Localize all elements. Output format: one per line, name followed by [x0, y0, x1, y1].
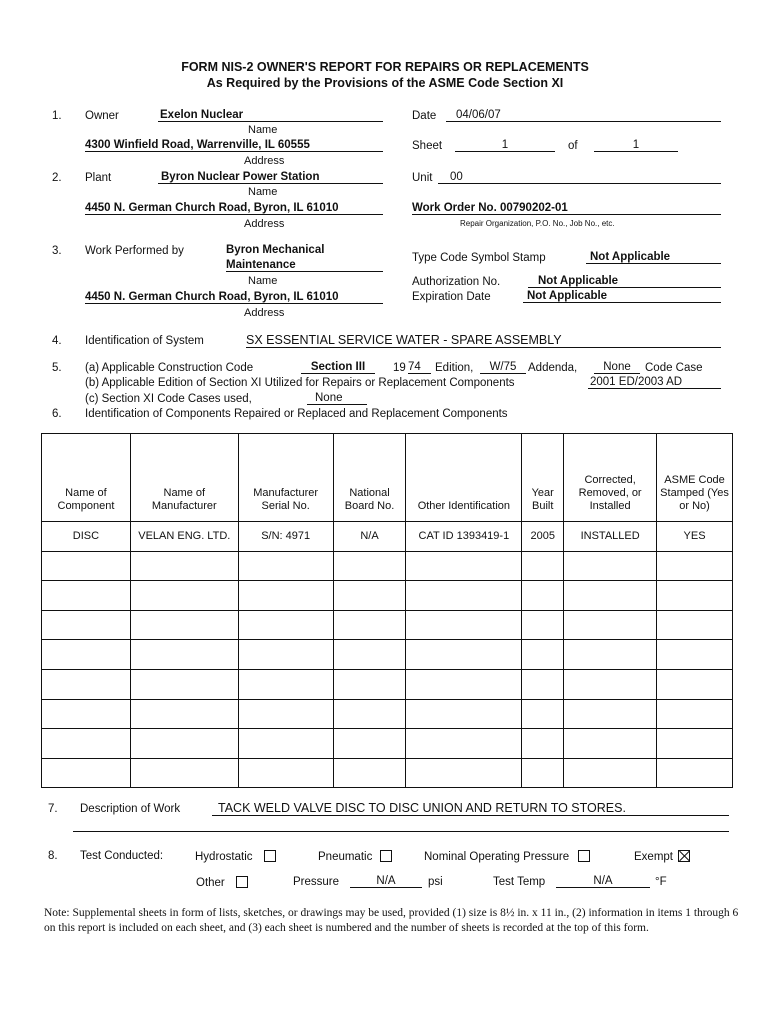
header-component-name: Name of Component — [42, 434, 131, 522]
header-national-board-no: National Board No. — [333, 434, 406, 522]
nominal-pressure-checkbox[interactable] — [578, 850, 590, 862]
code-cases-field[interactable]: None — [307, 392, 367, 405]
cell-asme-stamped[interactable] — [657, 581, 733, 611]
cell-year-built[interactable] — [522, 551, 564, 581]
cell-component-name[interactable] — [42, 669, 131, 699]
cell-other-identification[interactable] — [406, 669, 522, 699]
cell-asme-stamped[interactable] — [657, 610, 733, 640]
components-table — [41, 433, 733, 788]
nominal-pressure-option[interactable] — [424, 850, 590, 863]
addenda-field[interactable]: W/75 — [480, 361, 526, 374]
cell-national-board-no[interactable] — [333, 640, 406, 670]
item-number: 8. — [48, 850, 58, 862]
code-cases-label: (c) Section XI Code Cases used, — [85, 393, 252, 405]
cell-serial-no[interactable]: S/N: 4971 — [238, 522, 333, 552]
cell-other-identification[interactable] — [406, 551, 522, 581]
cell-asme-stamped[interactable] — [657, 640, 733, 670]
note-label: Note: — [44, 907, 70, 919]
cell-year-built[interactable] — [522, 699, 564, 729]
work-performed-label: Work Performed by — [85, 245, 184, 257]
item-number: 1. — [52, 110, 62, 122]
of-label: of — [568, 140, 578, 152]
cell-asme-stamped[interactable] — [657, 551, 733, 581]
unit-field[interactable]: 00 — [438, 171, 721, 184]
plant-label: Plant — [85, 172, 112, 184]
item-number: 6. — [52, 408, 62, 420]
cell-year-built[interactable] — [522, 758, 564, 788]
cell-manufacturer-name[interactable] — [130, 758, 238, 788]
form-subtitle: As Required by the Provisions of the ASME Code Section XI — [206, 76, 564, 90]
cell-other-identification[interactable] — [406, 610, 522, 640]
cell-asme-stamped[interactable] — [657, 699, 733, 729]
cell-component-name[interactable] — [42, 729, 131, 759]
table-row — [42, 581, 733, 611]
header-status: Corrected, Removed, or Installed — [564, 434, 657, 522]
performer-address-field[interactable]: 4450 N. German Church Road, Byron, IL 61010 — [85, 291, 383, 304]
cell-asme-stamped[interactable]: YES — [657, 522, 733, 552]
components-label: Identification of Components Repaired or Replaced and Replacement Components — [85, 408, 508, 420]
exempt-label: Exempt — [634, 851, 673, 863]
exempt-option[interactable] — [634, 850, 690, 863]
stamp-label: Type Code Symbol Stamp — [412, 252, 546, 264]
cell-national-board-no[interactable] — [333, 610, 406, 640]
footnote — [44, 906, 744, 936]
sheet-total-field[interactable]: 1 — [594, 139, 678, 152]
hydrostatic-option[interactable] — [195, 850, 276, 863]
cell-other-identification[interactable] — [406, 581, 522, 611]
psi-unit: psi — [428, 876, 443, 888]
description-label: Description of Work — [80, 803, 181, 815]
header-asme-stamped: ASME Code Stamped (Yes or No) — [657, 434, 733, 522]
cell-status[interactable] — [564, 669, 657, 699]
cell-national-board-no[interactable] — [333, 729, 406, 759]
cell-serial-no[interactable] — [238, 758, 333, 788]
cell-component-name[interactable] — [42, 581, 131, 611]
table-row — [42, 699, 733, 729]
table-row — [42, 729, 733, 759]
name-caption: Name — [248, 275, 278, 287]
system-field[interactable]: SX ESSENTIAL SERVICE WATER - SPARE ASSEMBLY — [246, 333, 721, 348]
address-caption: Address — [244, 307, 285, 319]
pneumatic-label: Pneumatic — [318, 851, 373, 863]
performer-name-field[interactable]: Maintenance — [226, 259, 383, 272]
cell-status[interactable] — [564, 581, 657, 611]
item-number: 2. — [52, 172, 62, 184]
cell-national-board-no[interactable]: N/A — [333, 522, 406, 552]
table-row — [42, 551, 733, 581]
cell-asme-stamped[interactable] — [657, 669, 733, 699]
expiration-label: Expiration Date — [412, 291, 491, 303]
cell-other-identification[interactable] — [406, 729, 522, 759]
cell-serial-no[interactable] — [238, 640, 333, 670]
cell-year-built[interactable]: 2005 — [522, 522, 564, 552]
pneumatic-option[interactable] — [318, 850, 392, 863]
pressure-field[interactable]: N/A — [350, 875, 422, 888]
owner-address-field[interactable]: 4300 Winfield Road, Warrenville, IL 60555 — [85, 139, 383, 152]
system-label: Identification of System — [85, 335, 204, 347]
description-line-2[interactable] — [73, 831, 729, 832]
other-option[interactable] — [196, 876, 248, 889]
authorization-label: Authorization No. — [412, 276, 501, 288]
expiration-field[interactable]: Not Applicable — [523, 290, 721, 303]
sheet-label: Sheet — [412, 140, 443, 152]
cell-national-board-no[interactable] — [333, 551, 406, 581]
cell-national-board-no[interactable] — [333, 581, 406, 611]
cell-component-name[interactable]: DISC — [42, 522, 131, 552]
cell-manufacturer-name[interactable] — [130, 699, 238, 729]
cell-manufacturer-name[interactable]: VELAN ENG. LTD. — [130, 522, 238, 552]
cell-serial-no[interactable] — [238, 551, 333, 581]
form-title: FORM NIS-2 OWNER'S REPORT FOR REPAIRS OR REPLACEMENTS — [181, 60, 589, 74]
stamp-field[interactable]: Not Applicable — [586, 251, 721, 264]
cell-asme-stamped[interactable] — [657, 729, 733, 759]
hydrostatic-label: Hydrostatic — [195, 851, 253, 863]
cell-other-identification[interactable] — [406, 758, 522, 788]
header-other-identification: Other Identification — [406, 434, 522, 522]
authorization-field[interactable]: Not Applicable — [528, 275, 721, 288]
construction-code-field[interactable]: Section III — [301, 361, 375, 374]
cell-asme-stamped[interactable] — [657, 758, 733, 788]
test-conducted-label: Test Conducted: — [80, 850, 164, 862]
cell-year-built[interactable] — [522, 640, 564, 670]
header-manufacturer-name: Name of Manufacturer — [130, 434, 238, 522]
description-field[interactable]: TACK WELD VALVE DISC TO DISC UNION AND RETURN TO STORES. — [212, 801, 729, 816]
cell-manufacturer-name[interactable] — [130, 669, 238, 699]
table-row — [42, 758, 733, 788]
cell-component-name[interactable] — [42, 758, 131, 788]
cell-other-identification[interactable]: CAT ID 1393419-1 — [406, 522, 522, 552]
cell-status[interactable] — [564, 758, 657, 788]
test-temp-field[interactable]: N/A — [556, 875, 650, 888]
cell-component-name[interactable] — [42, 699, 131, 729]
sheet-field[interactable]: 1 — [455, 139, 555, 152]
edition-label: Edition, — [435, 362, 474, 374]
cell-manufacturer-name[interactable] — [130, 551, 238, 581]
cell-year-built[interactable] — [522, 669, 564, 699]
plant-address-field[interactable]: 4450 N. German Church Road, Byron, IL 61010 — [85, 202, 383, 215]
section-xi-edition-field[interactable]: 2001 ED/2003 AD — [588, 376, 721, 389]
fahrenheit-unit: °F — [655, 876, 667, 888]
item-number: 4. — [52, 335, 62, 347]
work-order-caption: Repair Organization, P.O. No., Job No., etc. — [460, 219, 615, 228]
header-serial-no: Manufacturer Serial No. — [238, 434, 333, 522]
cell-national-board-no[interactable] — [333, 758, 406, 788]
cell-component-name[interactable] — [42, 551, 131, 581]
cell-manufacturer-name[interactable] — [130, 581, 238, 611]
cell-national-board-no[interactable] — [333, 699, 406, 729]
cell-status[interactable] — [564, 729, 657, 759]
cell-year-built[interactable] — [522, 729, 564, 759]
cell-other-identification[interactable] — [406, 640, 522, 670]
performer-name-line1: Byron Mechanical — [226, 244, 325, 256]
table-row — [42, 610, 733, 640]
other-label: Other — [196, 877, 225, 889]
cell-serial-no[interactable] — [238, 581, 333, 611]
cell-manufacturer-name[interactable] — [130, 729, 238, 759]
owner-label: Owner — [85, 110, 119, 122]
pneumatic-checkbox[interactable] — [380, 850, 392, 862]
table-header-row — [42, 434, 733, 522]
year-field[interactable]: 74 — [408, 361, 431, 374]
item-number: 7. — [48, 803, 58, 815]
cell-year-built[interactable] — [522, 610, 564, 640]
code-case-field[interactable]: None — [594, 361, 640, 374]
cell-serial-no[interactable] — [238, 669, 333, 699]
cell-serial-no[interactable] — [238, 699, 333, 729]
cell-serial-no[interactable] — [238, 729, 333, 759]
addenda-label: Addenda, — [528, 362, 578, 374]
cell-status[interactable]: INSTALLED — [564, 522, 657, 552]
cell-manufacturer-name[interactable] — [130, 610, 238, 640]
cell-manufacturer-name[interactable] — [130, 640, 238, 670]
cell-status[interactable] — [564, 699, 657, 729]
address-caption: Address — [244, 218, 285, 230]
construction-code-label: (a) Applicable Construction Code — [85, 362, 254, 374]
work-order-field[interactable]: Work Order No. 00790202-01 — [412, 202, 721, 215]
pressure-label: Pressure — [293, 876, 340, 888]
table-row — [42, 522, 733, 552]
table-row — [42, 669, 733, 699]
item-number: 5. — [52, 362, 62, 374]
header-year-built: Year Built — [522, 434, 564, 522]
other-checkbox[interactable] — [236, 876, 248, 888]
cell-national-board-no[interactable] — [333, 669, 406, 699]
name-caption: Name — [248, 124, 278, 136]
cell-status[interactable] — [564, 551, 657, 581]
section-xi-edition-label: (b) Applicable Edition of Section XI Utilized for Repairs or Replacement Components — [85, 377, 515, 389]
date-label: Date — [412, 110, 437, 122]
cell-year-built[interactable] — [522, 581, 564, 611]
cell-other-identification[interactable] — [406, 699, 522, 729]
note-text: Supplemental sheets in form of lists, sketches, or drawings may be used, provided (1) size is 8½ in. x 11 in., (2) information in items 1 through 6 on this report is included on each sheet, and (3) each sheet is numbered and the number of sheets is recorded at the top of this form. — [44, 907, 739, 934]
table-row — [42, 640, 733, 670]
name-caption: Name — [248, 186, 278, 198]
cell-status[interactable] — [564, 610, 657, 640]
hydrostatic-checkbox[interactable] — [264, 850, 276, 862]
cell-component-name[interactable] — [42, 640, 131, 670]
cell-component-name[interactable] — [42, 610, 131, 640]
exempt-checkbox[interactable] — [678, 850, 690, 862]
test-temp-label: Test Temp — [493, 876, 546, 888]
owner-name-field[interactable]: Exelon Nuclear — [158, 109, 383, 122]
cell-status[interactable] — [564, 640, 657, 670]
item-number: 3. — [52, 245, 62, 257]
year-prefix: 19 — [393, 362, 406, 374]
cell-serial-no[interactable] — [238, 610, 333, 640]
plant-name-field[interactable]: Byron Nuclear Power Station — [158, 171, 383, 184]
unit-label: Unit — [412, 172, 433, 184]
code-case-label: Code Case — [645, 362, 703, 374]
nominal-pressure-label: Nominal Operating Pressure — [424, 851, 570, 863]
date-field[interactable]: 04/06/07 — [446, 109, 721, 122]
address-caption: Address — [244, 155, 285, 167]
